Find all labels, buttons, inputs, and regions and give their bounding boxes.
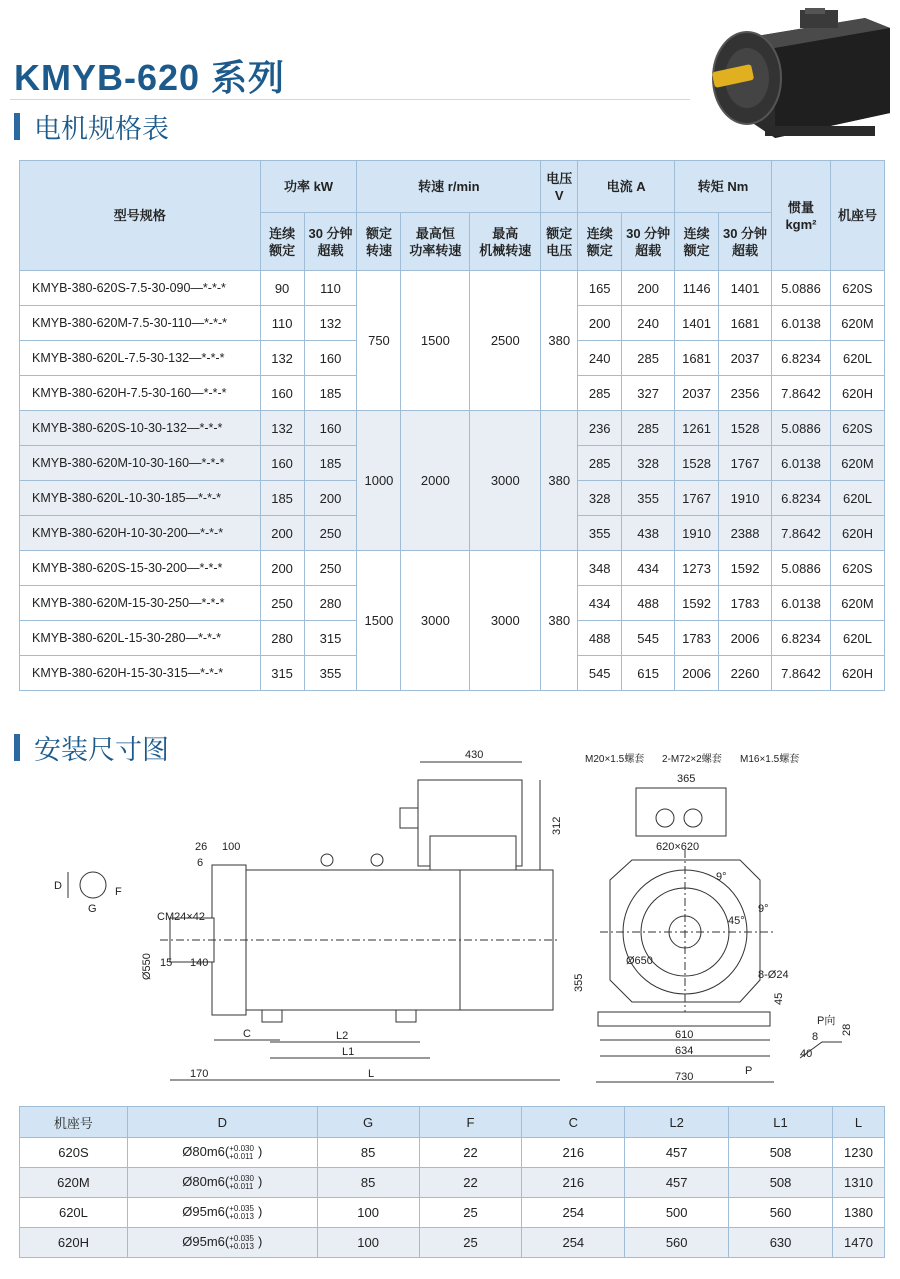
tolerance-upper: +0.030: [229, 1173, 254, 1183]
dim-26: 26: [195, 841, 208, 853]
power-overload-cell: 250: [304, 516, 357, 551]
frame-cell: 620H: [830, 516, 884, 551]
torque-continuous-cell: 1681: [675, 341, 719, 376]
l-cell: 1310: [832, 1168, 884, 1198]
model-cell: KMYB-380-620S-15-30-200—*-*-*: [20, 551, 261, 586]
power-continuous-cell: 200: [260, 516, 304, 551]
inertia-cell: 5.0886: [772, 271, 831, 306]
dim-6: 6: [197, 857, 204, 869]
angle-45: 45°: [728, 915, 745, 927]
shaft-diameter-cell: [127, 1138, 317, 1168]
inertia-cell: 6.0138: [772, 446, 831, 481]
frame-cell: 620L: [830, 341, 884, 376]
model-cell: KMYB-380-620L-7.5-30-132—*-*-*: [20, 341, 261, 376]
power-continuous-cell: 185: [260, 481, 304, 516]
model-cell: KMYB-380-620M-15-30-250—*-*-*: [20, 586, 261, 621]
power-overload-cell: 185: [304, 376, 357, 411]
power-overload-cell: 280: [304, 586, 357, 621]
tolerance-upper: +0.035: [229, 1233, 254, 1243]
angle-9b: 9°: [758, 903, 769, 915]
current-overload-cell: 200: [622, 271, 675, 306]
shaft-diameter-cell: [127, 1228, 317, 1258]
label-pdir: P向: [817, 1015, 836, 1027]
g-cell: 85: [317, 1168, 419, 1198]
dims-header-d: D: [127, 1107, 317, 1138]
tolerance-lower: +0.011: [229, 1151, 254, 1161]
current-continuous-cell: 355: [578, 516, 622, 551]
front-view: [573, 752, 853, 1083]
current-continuous-cell: 285: [578, 446, 622, 481]
label-cm: CM24×42: [157, 911, 206, 923]
table-row: [20, 271, 885, 306]
c-cell: 254: [522, 1228, 625, 1258]
dims-header-l2: L2: [625, 1107, 729, 1138]
model-cell: KMYB-380-620H-15-30-315—*-*-*: [20, 656, 261, 691]
torque-overload-cell: 2388: [719, 516, 772, 551]
torque-continuous-cell: 2006: [675, 656, 719, 691]
f-cell: 22: [419, 1168, 522, 1198]
max-mech-speed-cell: 3000: [470, 411, 541, 551]
torque-continuous-cell: 1783: [675, 621, 719, 656]
torque-continuous-cell: 1273: [675, 551, 719, 586]
label-d: D: [54, 880, 62, 892]
header-rated-voltage: 额定 电压: [541, 213, 578, 271]
current-overload-cell: 545: [622, 621, 675, 656]
f-cell: 25: [419, 1228, 522, 1258]
side-view: [54, 749, 563, 1080]
dims-header-frame: 机座号: [20, 1107, 128, 1138]
model-cell: KMYB-380-620S-7.5-30-090—*-*-*: [20, 271, 261, 306]
power-continuous-cell: 315: [260, 656, 304, 691]
torque-continuous-cell: 1401: [675, 306, 719, 341]
model-cell: KMYB-380-620M-10-30-160—*-*-*: [20, 446, 261, 481]
dim-100: 100: [222, 841, 241, 853]
tolerance: [229, 1205, 254, 1221]
f-cell: 22: [419, 1138, 522, 1168]
header-max-const-speed: 最高恒 功率转速: [401, 213, 470, 271]
frame-cell: 620M: [830, 586, 884, 621]
frame-cell: 620S: [830, 271, 884, 306]
header-t-30: 30 分钟 超载: [719, 213, 772, 271]
shaft-diameter-cell: [127, 1168, 317, 1198]
dim-28: 28: [841, 1023, 853, 1036]
g-cell: 100: [317, 1228, 419, 1258]
torque-continuous-cell: 1592: [675, 586, 719, 621]
current-overload-cell: 240: [622, 306, 675, 341]
torque-overload-cell: 2037: [719, 341, 772, 376]
header-i-30: 30 分钟 超载: [622, 213, 675, 271]
header-inertia: [772, 161, 831, 271]
power-continuous-cell: 160: [260, 446, 304, 481]
header-model: 型号规格: [20, 161, 261, 271]
frame-cell: 620L: [830, 621, 884, 656]
header-p-cont: 连续 额定: [260, 213, 304, 271]
l2-cell: 457: [625, 1138, 729, 1168]
l-cell: 1470: [832, 1228, 884, 1258]
tolerance: [229, 1235, 254, 1251]
shaft-diameter-close: ): [257, 1174, 263, 1190]
l1-cell: 560: [729, 1198, 833, 1228]
rated-speed-cell: 1000: [357, 411, 401, 551]
frame-cell: 620L: [830, 481, 884, 516]
motor-product-image: [705, 8, 895, 148]
model-cell: KMYB-380-620L-10-30-185—*-*-*: [20, 481, 261, 516]
installation-drawing: [0, 740, 900, 1095]
dim-140: 140: [190, 957, 209, 969]
current-overload-cell: 327: [622, 376, 675, 411]
torque-continuous-cell: 1767: [675, 481, 719, 516]
torque-overload-cell: 1592: [719, 551, 772, 586]
tolerance-lower: +0.013: [229, 1211, 254, 1221]
dimensions-table: [19, 1106, 885, 1258]
c-cell: 254: [522, 1198, 625, 1228]
shaft-diameter-value: Ø95m6(: [182, 1204, 230, 1220]
power-overload-cell: 315: [304, 621, 357, 656]
current-continuous-cell: 236: [578, 411, 622, 446]
dim-l2: L2: [336, 1030, 349, 1042]
label-g: G: [88, 903, 97, 915]
current-overload-cell: 615: [622, 656, 675, 691]
dim-dia650: Ø650: [626, 955, 653, 967]
shaft-diameter-value: Ø95m6(: [182, 1234, 230, 1250]
shaft-diameter-cell: [127, 1198, 317, 1228]
current-continuous-cell: 328: [578, 481, 622, 516]
header-rated-speed: 额定 转速: [357, 213, 401, 271]
power-overload-cell: 160: [304, 341, 357, 376]
inertia-cell: 6.0138: [772, 586, 831, 621]
current-continuous-cell: 165: [578, 271, 622, 306]
inertia-cell: 6.8234: [772, 481, 831, 516]
inertia-cell: 5.0886: [772, 551, 831, 586]
torque-overload-cell: 1910: [719, 481, 772, 516]
table-row: [20, 551, 885, 586]
current-continuous-cell: 348: [578, 551, 622, 586]
frame-cell: 620S: [830, 411, 884, 446]
dim-8: 8: [812, 1031, 819, 1043]
max-mech-speed-cell: 2500: [470, 271, 541, 411]
header-p-30: 30 分钟 超载: [304, 213, 357, 271]
model-cell: KMYB-380-620H-7.5-30-160—*-*-*: [20, 376, 261, 411]
table-row: [20, 1168, 885, 1198]
header-voltage: 电压 V: [541, 161, 578, 213]
torque-overload-cell: 2006: [719, 621, 772, 656]
torque-continuous-cell: 1528: [675, 446, 719, 481]
dims-header-l: L: [832, 1107, 884, 1138]
shaft-diameter-close: ): [257, 1234, 263, 1250]
shaft-diameter-close: ): [257, 1144, 263, 1160]
dim-15: 15: [160, 957, 173, 969]
inertia-cell: 7.8642: [772, 656, 831, 691]
inertia-cell: 6.0138: [772, 306, 831, 341]
max-const-speed-cell: 3000: [401, 551, 470, 691]
power-continuous-cell: 110: [260, 306, 304, 341]
shaft-diameter-value: Ø80m6(: [182, 1144, 230, 1160]
frame-cell: 620H: [830, 376, 884, 411]
torque-overload-cell: 2356: [719, 376, 772, 411]
voltage-cell: 380: [541, 551, 578, 691]
torque-continuous-cell: 1910: [675, 516, 719, 551]
inertia-cell: 7.8642: [772, 516, 831, 551]
torque-overload-cell: 1528: [719, 411, 772, 446]
header-speed: 转速 r/min: [357, 161, 541, 213]
spec-table-body: [20, 271, 885, 691]
max-mech-speed-cell: 3000: [470, 551, 541, 691]
l2-cell: 500: [625, 1198, 729, 1228]
voltage-cell: 380: [541, 271, 578, 411]
inertia-cell: 6.8234: [772, 341, 831, 376]
header-inertia-label: 惯量: [787, 199, 814, 215]
label-m72: 2-M72×2螺套: [662, 754, 722, 765]
table-row: [20, 1138, 885, 1168]
label-f: F: [115, 886, 122, 898]
torque-overload-cell: 1767: [719, 446, 772, 481]
dim-634: 634: [675, 1045, 694, 1057]
title-divider: [10, 99, 690, 100]
current-overload-cell: 438: [622, 516, 675, 551]
power-continuous-cell: 132: [260, 411, 304, 446]
header-power: 功率 kW: [260, 161, 357, 213]
dim-730: 730: [675, 1071, 694, 1083]
frame-cell: 620H: [20, 1228, 128, 1258]
section-heading-drawing-text: 安装尺寸图: [34, 735, 169, 765]
label-m16: M16×1.5螺套: [740, 754, 800, 765]
rated-speed-cell: 750: [357, 271, 401, 411]
power-continuous-cell: 90: [260, 271, 304, 306]
current-overload-cell: 355: [622, 481, 675, 516]
current-overload-cell: 285: [622, 341, 675, 376]
current-overload-cell: 328: [622, 446, 675, 481]
tolerance: [229, 1175, 254, 1191]
torque-overload-cell: 1401: [719, 271, 772, 306]
l-cell: 1380: [832, 1198, 884, 1228]
table-row: [20, 1198, 885, 1228]
dim-170: 170: [190, 1068, 209, 1080]
power-overload-cell: 200: [304, 481, 357, 516]
max-const-speed-cell: 1500: [401, 271, 470, 411]
dim-312: 312: [551, 816, 563, 835]
power-overload-cell: 185: [304, 446, 357, 481]
power-overload-cell: 250: [304, 551, 357, 586]
current-continuous-cell: 240: [578, 341, 622, 376]
spec-table: [19, 160, 885, 691]
header-current: 电流 A: [578, 161, 675, 213]
dims-header-f: F: [419, 1107, 522, 1138]
frame-cell: 620H: [830, 656, 884, 691]
header-t-cont: 连续 额定: [675, 213, 719, 271]
rated-speed-cell: 1500: [357, 551, 401, 691]
torque-continuous-cell: 1146: [675, 271, 719, 306]
model-cell: KMYB-380-620L-15-30-280—*-*-*: [20, 621, 261, 656]
c-cell: 216: [522, 1138, 625, 1168]
current-continuous-cell: 285: [578, 376, 622, 411]
tolerance-upper: +0.030: [229, 1143, 254, 1153]
dim-355: 355: [573, 973, 585, 992]
current-overload-cell: 434: [622, 551, 675, 586]
dim-l: L: [368, 1068, 375, 1080]
header-frame: 机座号: [830, 161, 884, 271]
current-continuous-cell: 434: [578, 586, 622, 621]
dim-40: 40: [800, 1048, 813, 1060]
current-continuous-cell: 545: [578, 656, 622, 691]
model-cell: KMYB-380-620S-10-30-132—*-*-*: [20, 411, 261, 446]
l1-cell: 508: [729, 1168, 833, 1198]
power-continuous-cell: 250: [260, 586, 304, 621]
section-heading-spec-text: 电机规格表: [34, 114, 169, 144]
power-overload-cell: 160: [304, 411, 357, 446]
frame-cell: 620M: [830, 446, 884, 481]
dim-610: 610: [675, 1029, 694, 1041]
dim-365: 365: [677, 773, 696, 785]
header-torque: 转矩 Nm: [675, 161, 772, 213]
l1-cell: 508: [729, 1138, 833, 1168]
c-cell: 216: [522, 1168, 625, 1198]
table-row: [20, 1228, 885, 1258]
dimensions-table-body: [20, 1138, 885, 1258]
torque-continuous-cell: 2037: [675, 376, 719, 411]
l1-cell: 630: [729, 1228, 833, 1258]
g-cell: 85: [317, 1138, 419, 1168]
voltage-cell: 380: [541, 411, 578, 551]
angle-9a: 9°: [716, 871, 727, 883]
max-const-speed-cell: 2000: [401, 411, 470, 551]
dim-45b: 45: [773, 992, 785, 1005]
dims-header-c: C: [522, 1107, 625, 1138]
tolerance-lower: +0.013: [229, 1241, 254, 1251]
l-cell: 1230: [832, 1138, 884, 1168]
frame-cell: 620L: [20, 1198, 128, 1228]
power-overload-cell: 355: [304, 656, 357, 691]
frame-cell: 620S: [830, 551, 884, 586]
section-heading-spec: [14, 107, 169, 146]
shaft-diameter-close: ): [257, 1204, 263, 1220]
inertia-cell: 5.0886: [772, 411, 831, 446]
dims-header-l1: L1: [729, 1107, 833, 1138]
shaft-diameter-value: Ø80m6(: [182, 1174, 230, 1190]
header-max-mech-speed: 最高 机械转速: [470, 213, 541, 271]
frame-cell: 620M: [830, 306, 884, 341]
torque-continuous-cell: 1261: [675, 411, 719, 446]
tolerance-lower: +0.011: [229, 1181, 254, 1191]
l2-cell: 457: [625, 1168, 729, 1198]
current-continuous-cell: 200: [578, 306, 622, 341]
header-i-cont: 连续 额定: [578, 213, 622, 271]
dim-620x620: 620×620: [656, 841, 700, 853]
frame-cell: 620S: [20, 1138, 128, 1168]
current-continuous-cell: 488: [578, 621, 622, 656]
power-overload-cell: 110: [304, 271, 357, 306]
label-holes: 8-Ø24: [758, 969, 789, 981]
dim-c: C: [243, 1028, 251, 1040]
label-m20: M20×1.5螺套: [585, 754, 645, 765]
page-title: KMYB-620 系列: [14, 57, 286, 98]
g-cell: 100: [317, 1198, 419, 1228]
dim-l1: L1: [342, 1046, 355, 1058]
power-continuous-cell: 132: [260, 341, 304, 376]
power-continuous-cell: 200: [260, 551, 304, 586]
inertia-cell: 6.8234: [772, 621, 831, 656]
current-overload-cell: 488: [622, 586, 675, 621]
power-continuous-cell: 280: [260, 621, 304, 656]
dim-430: 430: [465, 749, 484, 761]
section-bar: [14, 113, 20, 140]
table-row: [20, 411, 885, 446]
torque-overload-cell: 2260: [719, 656, 772, 691]
torque-overload-cell: 1681: [719, 306, 772, 341]
model-cell: KMYB-380-620M-7.5-30-110—*-*-*: [20, 306, 261, 341]
dim-dia550: Ø550: [141, 953, 153, 980]
power-overload-cell: 132: [304, 306, 357, 341]
power-continuous-cell: 160: [260, 376, 304, 411]
torque-overload-cell: 1783: [719, 586, 772, 621]
label-p: P: [745, 1065, 753, 1077]
tolerance-upper: +0.035: [229, 1203, 254, 1213]
frame-cell: 620M: [20, 1168, 128, 1198]
model-cell: KMYB-380-620H-10-30-200—*-*-*: [20, 516, 261, 551]
f-cell: 25: [419, 1198, 522, 1228]
dims-header-g: G: [317, 1107, 419, 1138]
tolerance: [229, 1145, 254, 1161]
l2-cell: 560: [625, 1228, 729, 1258]
inertia-cell: 7.8642: [772, 376, 831, 411]
header-inertia-unit: kgm²: [785, 216, 817, 232]
current-overload-cell: 285: [622, 411, 675, 446]
